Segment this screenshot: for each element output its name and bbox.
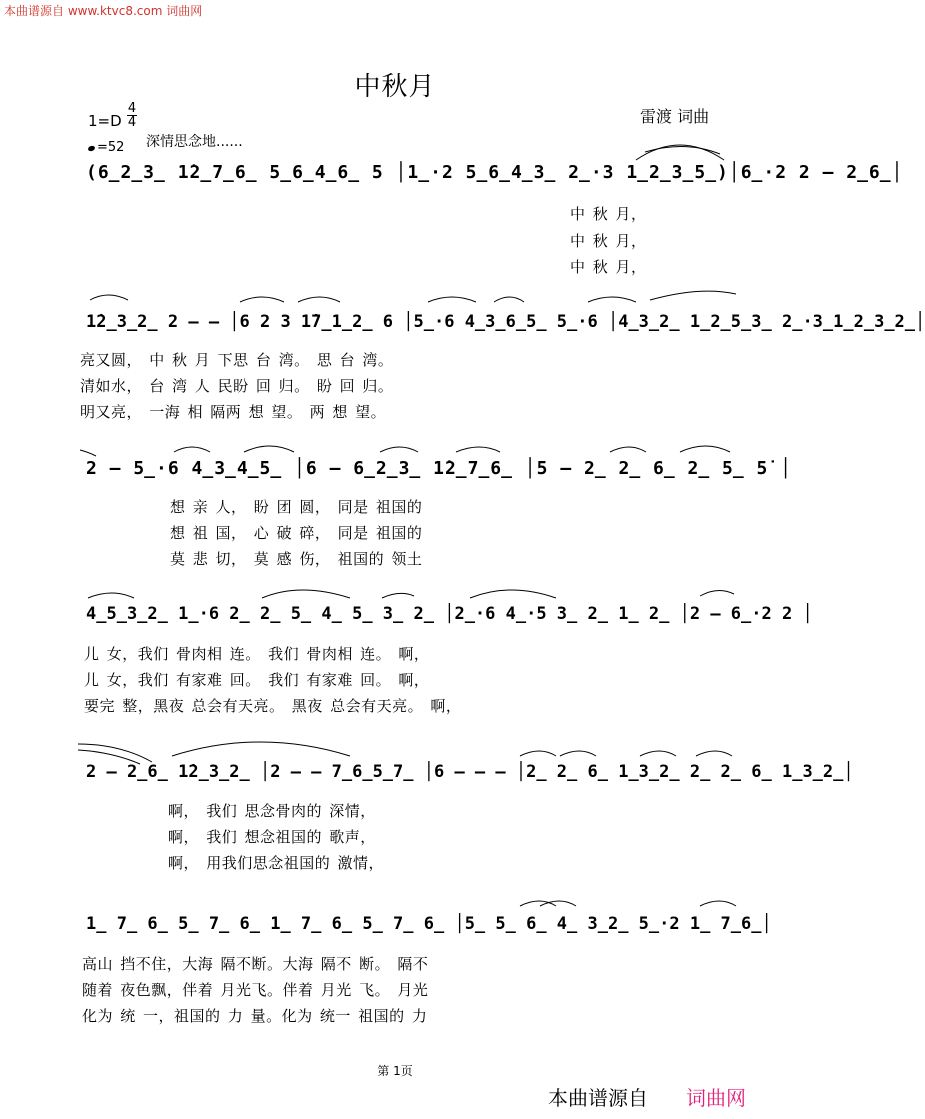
lyric-1-verse-1: 中 秋 月，: [570, 205, 647, 223]
lyric-6-verse-3: 化为 统 一，祖国的 力 量。化为 统一 祖国的 力: [82, 1007, 428, 1025]
slur: [610, 447, 646, 452]
lyric-5-verse-3: 啊， 用我们思念祖国的 激情，: [168, 854, 385, 872]
footer-brand-right: 词曲网: [686, 1086, 746, 1110]
slur: [172, 742, 350, 756]
slur: [428, 297, 476, 302]
footer-brand-left: 本曲谱源自: [548, 1086, 648, 1110]
site-banner: 本曲谱源自 www.ktvc8.com 词曲网: [4, 4, 203, 18]
slur: [298, 297, 340, 302]
slur: [696, 751, 732, 756]
lyric-3-verse-1: 想 亲 人， 盼 团 圆， 同是 祖国的: [170, 498, 423, 516]
slur: [80, 450, 96, 456]
lyric-5-verse-2: 啊， 我们 想念祖国的 歌声，: [168, 828, 376, 846]
lyric-2-verse-3: 明又亮， 一海 相 隔两 想 望。 两 想 望。: [80, 403, 387, 421]
slur: [382, 593, 414, 598]
slur: [650, 291, 736, 300]
composer-credit: 雷渡 词曲: [640, 107, 710, 126]
lyric-3-verse-3: 莫 悲 切， 莫 感 伤， 祖国的 领土: [170, 550, 423, 568]
lyric-2-verse-1: 亮又圆， 中 秋 月 下思 台 湾。 思 台 湾。: [80, 351, 394, 369]
page-number: 第 1页: [377, 1064, 413, 1078]
lyric-4-verse-2: 儿 女，我们 有家难 回。 我们 有家难 回。 啊，: [84, 671, 430, 689]
slur: [636, 145, 724, 160]
slur: [640, 751, 676, 756]
slur: [174, 447, 210, 452]
slur: [240, 297, 284, 302]
notation-line-5: 2 – 2̲6̲ 1̇2̲3̲2̲ │2 – – 7̲6̲5̲7̲ │6 – – – │2̲ 2̲ 6̲ 1̲3̲2̲ 2̲ 2̲ 6̲ 1̲3̲2̲│: [86, 762, 854, 782]
lyric-4-verse-1: 儿 女，我们 骨肉相 连。 我们 骨肉相 连。 啊，: [84, 645, 430, 663]
time-bottom: 4: [127, 115, 137, 130]
notation-line-1: (6̲2̲3̲ 1̇2̲7̲6̲ 5̲6̲4̲6̲ 5 │1̲·2 5̲6̲4̲3̲ 2̲·3 1̲2̲3̲5̲)│6̲·2 2 – 2̲6̲│: [86, 162, 904, 183]
expression-marking: 深情思念地......: [146, 134, 243, 150]
time-top: 4: [127, 101, 137, 116]
lyric-1-verse-2: 中 秋 月，: [570, 232, 647, 250]
slur: [90, 295, 128, 300]
slur: [244, 446, 294, 452]
notation-line-3: 2 – 5̲·6 4̲3̲4̲5̲ │6 – 6̲2̲3̲ 1̇2̲7̲6̲ │5 – 2̲ 2̲ 6̲ 2̲ 5̲ 5̇ │: [86, 458, 793, 479]
lyric-1-verse-3: 中 秋 月，: [570, 258, 647, 276]
slur: [700, 590, 734, 596]
lyric-5-verse-1: 啊， 我们 思念骨肉的 深情，: [168, 802, 376, 820]
slur: [470, 590, 556, 598]
slur: [560, 751, 596, 756]
lyric-2-verse-2: 清如水， 台 湾 人 民盼 回 归。 盼 回 归。: [80, 377, 394, 395]
song-title: 中秋月: [354, 72, 436, 102]
slur: [700, 901, 736, 906]
slur: [88, 593, 134, 598]
notation-line-6: 1̲ 7̲ 6̲ 5̲ 7̲ 6̲ 1̲ 7̲ 6̲ 5̲ 7̲ 6̲ │5̲ 5̲ 6̲ 4̲ 3̲2̲ 5̲·2 1̲ 7̲6̲│: [86, 914, 772, 934]
slur: [456, 447, 500, 452]
notation-line-4: 4̲5̲3̲2̲ 1̲·6 2̲ 2̲ 5̲ 4̲ 5̲ 3̲ 2̲ │2̲·6 4̲·5 3̲ 2̲ 1̲ 2̲ │2 – 6̲·2 2 │: [86, 604, 813, 624]
slur: [645, 146, 720, 154]
slur: [680, 446, 730, 452]
lyric-6-verse-1: 高山 挡不住，大海 隔不断。大海 隔不 断。 隔不: [82, 955, 429, 973]
notation-line-2: 1̇2̲3̲2̲ 2 – – │6 2 3 1̇7̲1̲2̲ 6 │5̲·6 4̲3̲6̲5̲ 5̲·6 │4̲3̲2̲ 1̲2̲5̲3̲ 2̲·3̲1̲2̲3̲2̲│: [86, 312, 925, 332]
tempo-value: =52: [97, 140, 125, 155]
lyric-3-verse-2: 想 祖 国， 心 破 碎， 同是 祖国的: [170, 524, 423, 542]
slur: [588, 297, 636, 302]
lyric-4-verse-3: 要完 整，黑夜 总会有天亮。 黑夜 总会有天亮。 啊，: [84, 697, 462, 715]
slur: [262, 590, 350, 598]
slur: [494, 297, 524, 302]
slur: [78, 744, 152, 762]
slur: [520, 751, 556, 756]
lyric-6-verse-2: 随着 夜色飘，伴着 月光飞。伴着 月光 飞。 月光: [82, 981, 429, 999]
slur: [380, 447, 418, 452]
key-signature: 1=D: [88, 112, 122, 130]
